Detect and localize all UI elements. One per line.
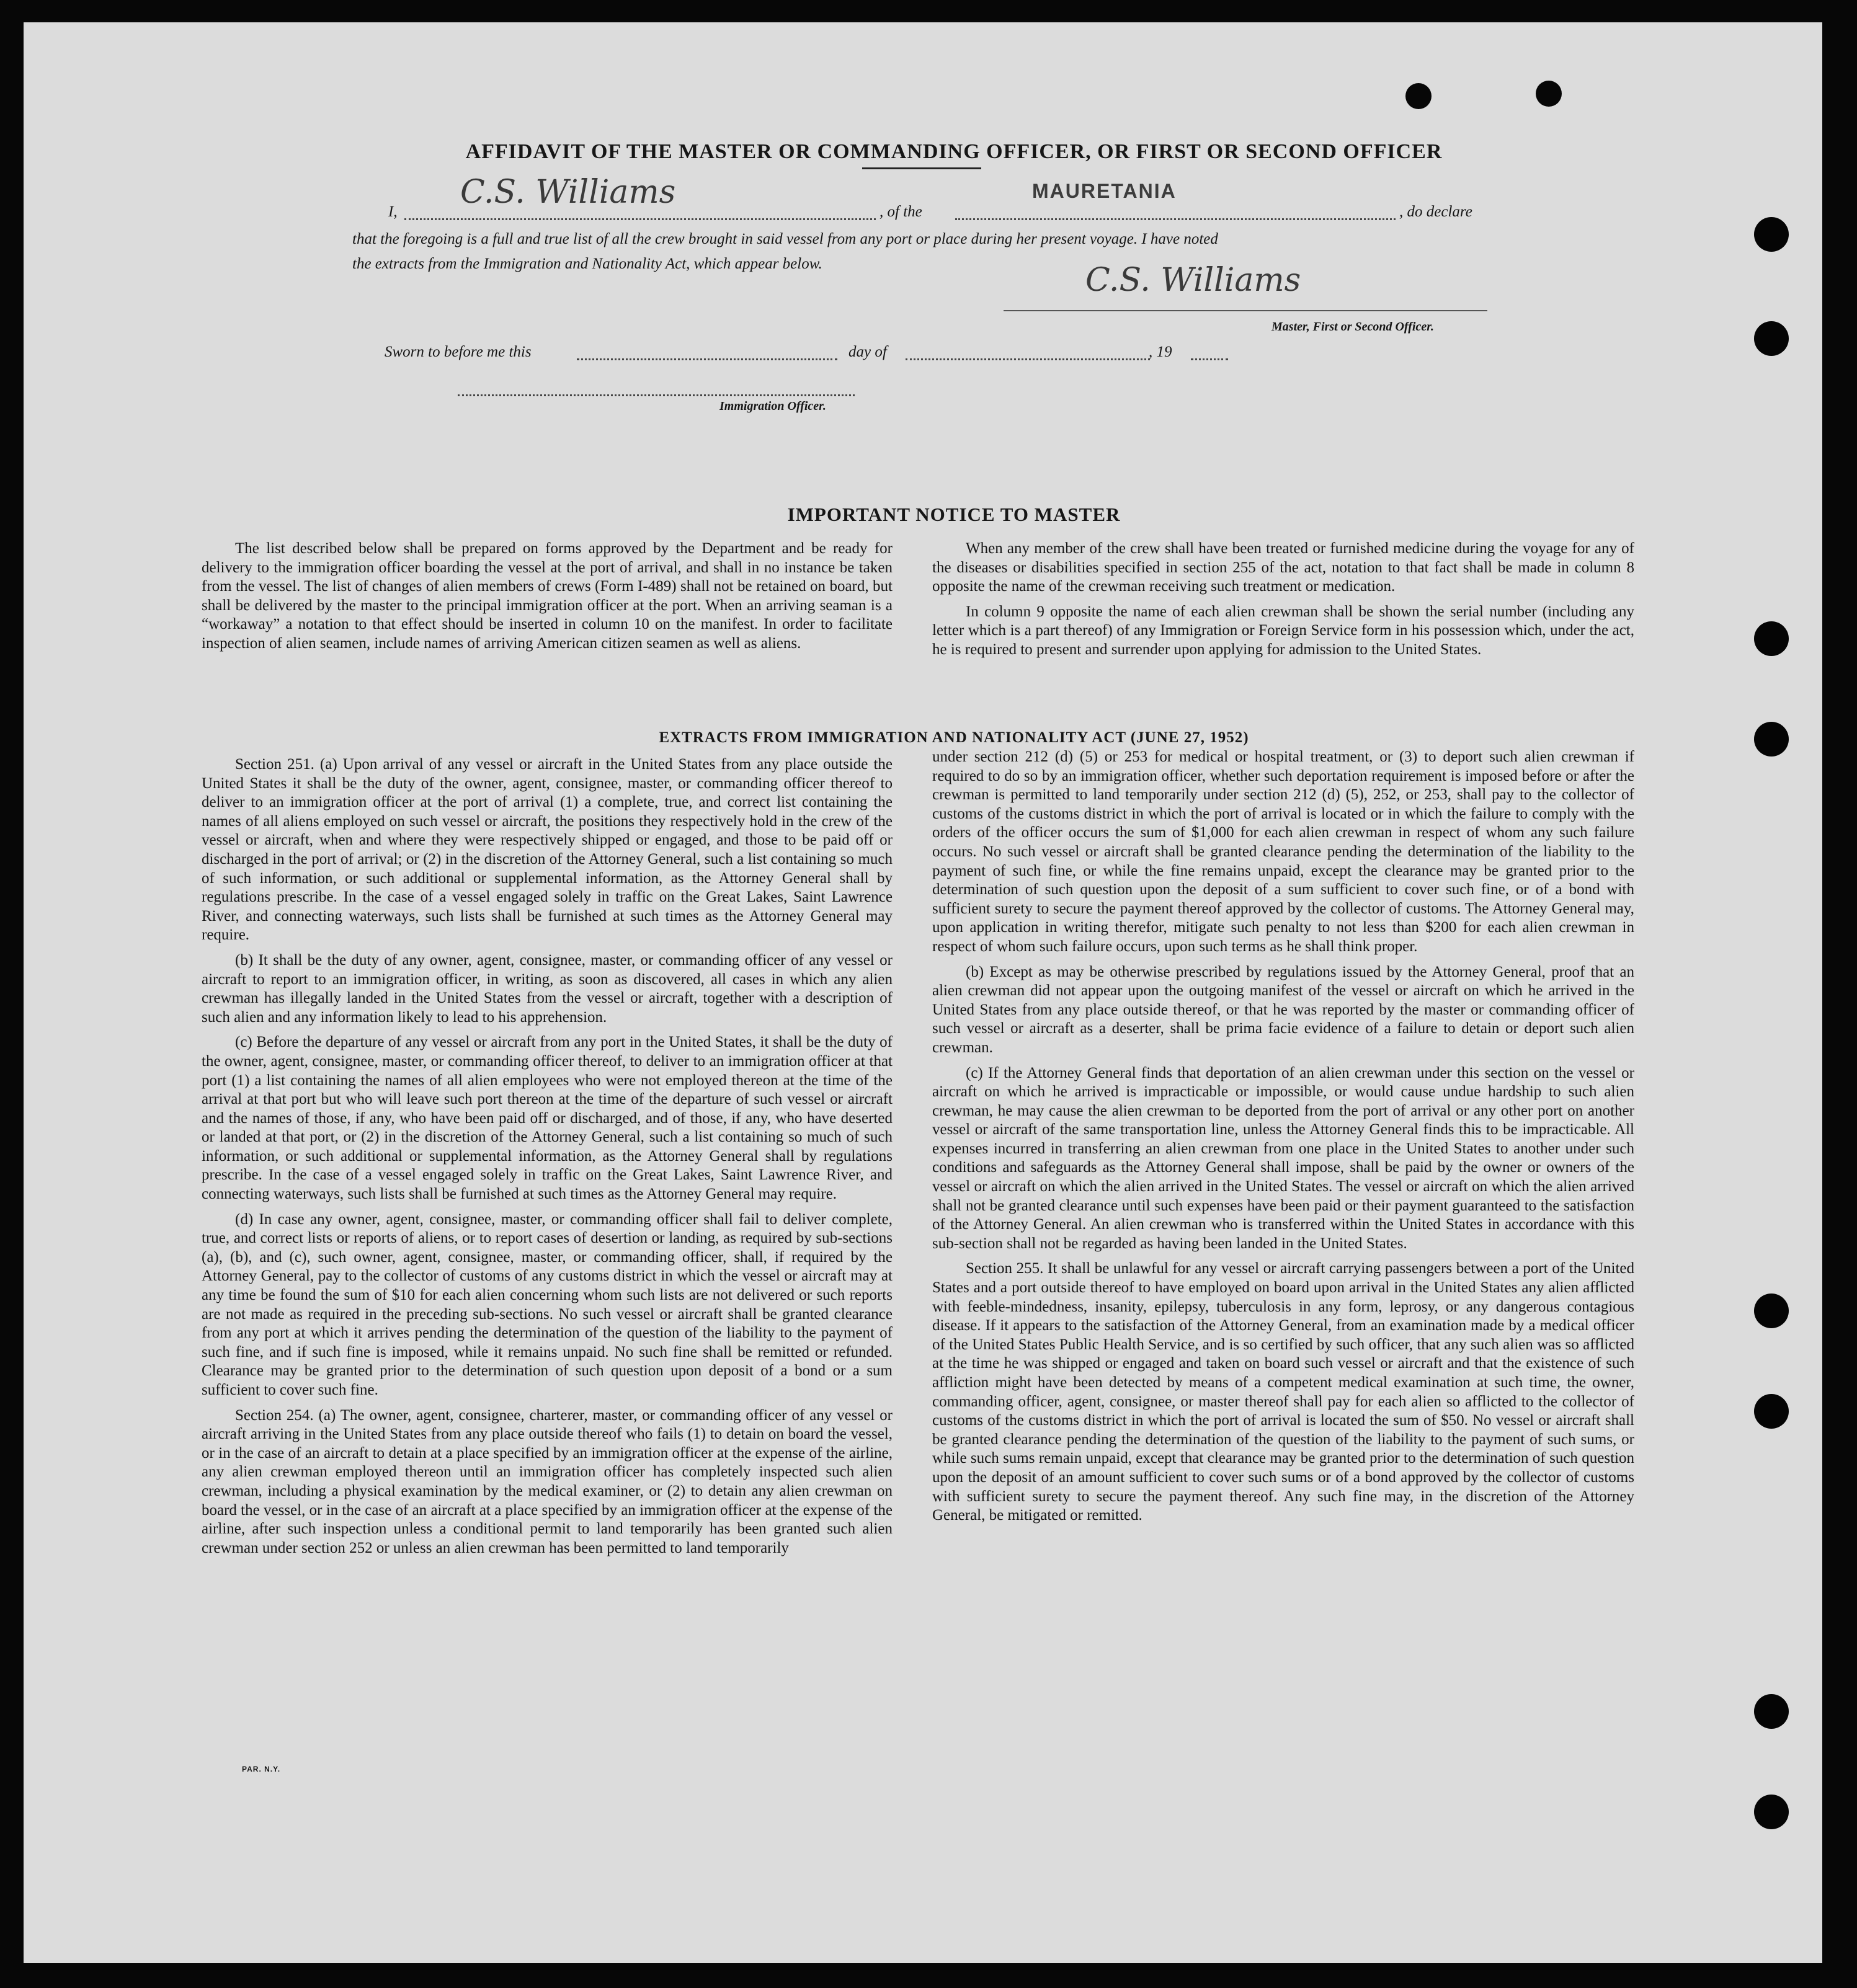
year-line: [1191, 358, 1228, 360]
punch-hole: [1754, 1795, 1789, 1829]
extract-paragraph: (b) Except as may be otherwise prescribed by regulations issued by the Attorney General, proof that an alien crewman did not appear upon the outgoing manifest of the vessel or aircraft on which he arrived in the United States from any place outside thereof, or that he was reported by the master or commanding officer of such vessel or aircraft as a deserter, shall be prima facie evidence of a failure to detain or deport such alien crewman.: [932, 963, 1634, 1056]
day-of-label: day of: [848, 344, 887, 360]
punch-hole: [1754, 621, 1789, 656]
vessel-line: [955, 218, 1396, 220]
master-caption: Master, First or Second Officer.: [1271, 320, 1434, 334]
notice-left-column: [202, 539, 893, 660]
extract-paragraph: (b) It shall be the duty of any owner, agent, consignee, master, or commanding officer of any vessel or aircraft to report to an immigration officer, in writing, as soon as discovered, all cases in which any alien crewman has illegally landed in the United States from the vessel or aircraft, together with a description of such alien and any information likely to lead to his apprehension.: [202, 951, 893, 1026]
extract-paragraph: (c) Before the departure of any vessel or aircraft from any port in the United States, it shall be the duty of the owner, agent, consignee, master, or commanding officer thereof, to deliver to an immigration officer at that port (1) a list containing the names of all alien employees who were not employed thereon at the time of the arrival at that port but who will leave such port thereon at the time of the departure of such vessel or aircraft and the names of those, if any, who have been paid off or discharged, and of those, if any, who have deserted or landed at that port, or (2) in the discretion of the Attorney General, such a list containing so much of such information, or such additional or supplemental information, as the Attorney General shall by regulations prescribe. In the case of a vessel engaged solely in traffic on the Great Lakes, Saint Lawrence River, and connecting waterways, such lists shall be furnished at such times as the Attorney General may require.: [202, 1034, 893, 1203]
declaration-line-1: that the foregoing is a full and true list of all the crew brought in said vessel from any port or place during her present voyage. I have noted: [352, 231, 1218, 247]
declaration-line-2: the extracts from the Immigration and Nationality Act, which appear below.: [352, 255, 822, 272]
punch-hole: [1754, 722, 1789, 757]
title-rule: [862, 167, 981, 169]
notice-right-paragraph-2: In column 9 opposite the name of each alien crewman shall be shown the serial number (including any letter which is a part thereof) of any Immigration or Foreign Service form in his possession which, under the act, he is required to present and surrender upon applying for admission to the United States.: [932, 603, 1634, 658]
of-the-label: , of the: [880, 203, 922, 220]
declare-label: , do declare: [1399, 203, 1472, 220]
notice-left-paragraph: The list described below shall be prepared on forms approved by the Department and be ready for delivery to the immigration officer boarding the vessel at the port of arrival, and shall in no instance be taken from the vessel. The list of changes of alien members of crews (Form I-489) shall not be retained on board, but shall be delivered by the master to the principal immigration officer at the port. When an arriving seaman is a “workaway” a notation to that effect should be inserted in column 10 on the manifest. In order to facilitate inspection of alien seamen, include names of arriving American citizen seamen as well as aliens.: [202, 540, 893, 652]
signature-name: C.S. Williams: [460, 174, 676, 211]
vessel-name: MAURETANIA: [1032, 180, 1177, 202]
master-signature: C.S. Williams: [1085, 262, 1301, 299]
notice-right-paragraph-1: When any member of the crew shall have been treated or furnished medicine during the voyage for any of the diseases or disabilities specified in section 255 of the act, notation to that fact shall be made in column 8 opposite the name of the crewman receiving such treatment or medication.: [932, 540, 1634, 595]
extract-paragraph: (d) In case any owner, agent, consignee, master, or commanding officer shall fail to deliver complete, true, and correct lists or reports of aliens, or to report cases of desertion or landing, as required by sub-sections (a), (b), and (c), such owner, agent, consignee, master, or commanding officer, shall, if required by the Attorney General, pay to the collector of customs of any customs district in which the vessel or aircraft may at any time be found the sum of $10 for each alien concerning whom such lists are not delivered or such reports are not made as required in the preceding sub-sections. No such vessel or aircraft shall be granted clearance from any port at which it arrives pending the determination of the question of the liability to the payment of such fine, and if such fine is imposed, while it remains unpaid. No such fine shall be remitted or refunded. Clearance may be granted prior to the determination of such question upon deposit of a bond or a sum sufficient to cover such fine.: [202, 1210, 893, 1398]
extract-paragraph: Section 254. (a) The owner, agent, consignee, charterer, master, or commanding officer of any vessel or aircraft arriving in the United States from any place outside thereof who fails (1) to detain on board the vessel, or in the case of an aircraft to detain at a place specified by an immigration officer at the expense of the airline, any alien crewman employed thereon until an immigration officer has completely inspected such alien crewman, including a physical examination by the medical examiner, or (2) to detain any alien crewman on board the vessel, or in the case of an aircraft at a place specified by an immigration officer at the expense of the airline, after such inspection unless a conditional permit to land temporarily has been granted such alien crewman under section 252 or unless an alien crewman has been permitted to land temporarily: [202, 1406, 893, 1556]
sworn-label: Sworn to before me this: [385, 344, 532, 360]
punch-hole: [1754, 1694, 1789, 1729]
name-line: [404, 218, 876, 220]
extract-paragraph: (c) If the Attorney General finds that deportation of an alien crewman under this section on the vessel or aircraft on which he arrived is impracticable or impossible, or would cause undue hardship to such alien crewman, he may cause the alien crewman to be deported from the port of arrival or any other port on another vessel or aircraft of the same transportation line, unless the Attorney General finds this to be impracticable. All expenses incurred in transferring an alien crewman from one place in the United States to another under such conditions and safeguards as the Attorney General shall impose, shall be paid by the owner or owners of the vessel or aircraft on which the alien arrived in the United States. The vessel or aircraft on which the alien arrived shall not be granted clearance until such expenses have been paid or their payment guaranteed to the satisfaction of the Attorney General. An alien crewman who is transferred within the United States in accordance with this sub-section shall not be regarded as having been landed in the United States.: [932, 1064, 1634, 1252]
punch-hole: [1754, 321, 1789, 356]
immigration-officer-caption: Immigration Officer.: [719, 399, 826, 413]
extracts-left-column: [202, 755, 893, 1564]
extract-paragraph: Section 255. It shall be unlawful for any vessel or aircraft carrying passengers between a port of the United States and a port outside thereof to have employed on board upon arrival in the United States any alien afflicted with feeble-mindedness, insanity, epilepsy, tuberculosis in any form, leprosy, or any dangerous contagious disease. If it appears to the satisfaction of the Attorney General, from an examination made by a medical officer of the United States Public Health Service, and is so certified by such officer, that any such alien was so afflicted at the time he was shipped or engaged and taken on board such vessel or aircraft and that the existence of such affliction might have been detected by means of a competent medical examination at such time, the owner, commanding officer, agent, consignee, or master thereof shall pay for each alien so afflicted to the collector of customs of the customs district in which the port of arrival is located the sum of $50. No vessel or aircraft shall be granted clearance pending the determination of the question of the liability to the payment of such sums, or while such sums remain unpaid, except that clearance may be granted prior to the determination of such question upon the deposit of an amount sufficient to cover such sums or of a bond approved by the collector of customs with sufficient surety to secure the payment thereof. Any such fine may, in the discretion of the Attorney General, be mitigated or remitted.: [932, 1260, 1634, 1524]
month-line: [906, 358, 1150, 360]
form-page: [24, 22, 1822, 1963]
extract-paragraph: under section 212 (d) (5) or 253 for medical or hospital treatment, or (3) to deport such alien crewman if required to do so by an immigration officer, whether such deportation requirement is imposed before or after the crewman is permitted to land temporarily under section 212 (d) (5), 252, or 253, shall pay to the collector of customs of the customs district in which the port of arrival is located or in which the failure to comply with the orders of the officer occurs the sum of $1,000 for each alien crewman in respect of whom any such failure occurs. No such vessel or aircraft shall be granted clearance pending the determination of the liability to the payment of such fine, or while the fine remains unpaid, except the clearance may be granted prior to the determination of such question upon the deposit of a sum sufficient to cover such fine, or of a bond with sufficient surety to secure the payment thereof approved by the collector of customs. The Attorney General may, upon application in writing therefor, mitigate such penalty to not less than $200 for each alien crewman in respect of whom such failure occurs, upon such terms as he shall think proper.: [932, 748, 1634, 955]
sworn-date-line: [577, 358, 837, 360]
punch-hole: [1536, 81, 1562, 107]
year-label: , 19: [1149, 344, 1172, 360]
master-signature-line: [1004, 310, 1487, 311]
notice-title: IMPORTANT NOTICE TO MASTER: [787, 504, 1121, 525]
extracts-right-column: [932, 748, 1634, 1532]
notice-right-column: [932, 539, 1634, 666]
extracts-title: EXTRACTS FROM IMMIGRATION AND NATIONALITY ACT (JUNE 27, 1952): [659, 729, 1249, 746]
immigration-officer-line: [458, 394, 855, 396]
i-label: I,: [388, 203, 398, 220]
printer-mark: PAR. N.Y.: [242, 1765, 281, 1773]
affidavit-title: AFFIDAVIT OF THE MASTER OR COMMANDING OFFICER, OR FIRST OR SECOND OFFICER: [465, 140, 1443, 163]
punch-hole: [1754, 1294, 1789, 1328]
extract-paragraph: Section 251. (a) Upon arrival of any vessel or aircraft in the United States from any place outside the United States it shall be the duty of the owner, agent, consignee, master, or commanding officer thereof to deliver to an immigration officer at the port of arrival (1) a complete, true, and correct list containing the names of all aliens employed on such vessel or aircraft, the positions they respectively hold in the crew of the vessel or aircraft, when and where they were respectively shipped or engaged, and those to be paid off or discharged in the port of arrival; or (2) in the discretion of the Attorney General, such a list containing so much of such information, or such additional or supplemental information, as the Attorney General shall by regulations prescribe. In the case of a vessel engaged solely in traffic on the Great Lakes, Saint Lawrence River, and connecting waterways, such lists shall be furnished at such times as the Attorney General may require.: [202, 756, 893, 944]
punch-hole: [1754, 217, 1789, 252]
punch-hole: [1405, 83, 1432, 109]
punch-hole: [1754, 1394, 1789, 1429]
